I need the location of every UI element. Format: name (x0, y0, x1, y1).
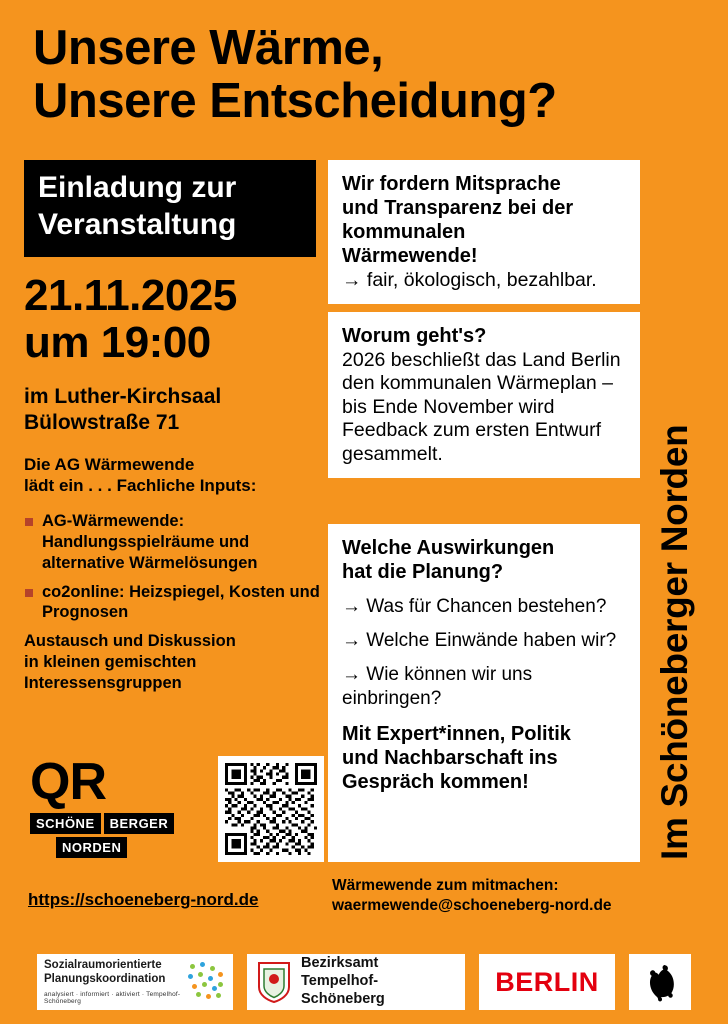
demand-box-body: → fair, ökologisch, bezahlbar. (342, 269, 597, 291)
event-date-block (24, 273, 320, 366)
program-closing-line-3: Interessensgruppen (24, 673, 182, 692)
context-box (328, 312, 640, 478)
program-closing-line-2: in kleinen gemischten (24, 652, 197, 671)
venue-line-1: im Luther-Kirchsaal (24, 385, 222, 409)
qr-area (26, 753, 326, 866)
dots-icon (186, 962, 226, 1002)
contact-label: Wärmewende zum mitmachen: (332, 877, 559, 894)
contact-block (332, 876, 652, 916)
impact-question: → Wie können wir uns einbringen? (342, 664, 533, 709)
impact-question: → Welche Einwände haben wir? (342, 630, 617, 652)
srp-logo-text (44, 959, 186, 1004)
demand-box (328, 160, 640, 304)
demand-heading-line-3: kommunalen (342, 221, 466, 243)
qr-code-icon[interactable] (218, 756, 324, 862)
qr-brand-initials: QR (30, 753, 106, 811)
berlin-logo (479, 954, 615, 1010)
impact-question: → Was für Chancen bestehen? (342, 596, 607, 617)
demand-heading-line-1: Wir fordern Mitsprache (342, 173, 561, 195)
page-title (33, 22, 693, 128)
qr-brand-tags (30, 813, 178, 834)
impact-closing-line-2: und Nachbarschaft ins (342, 746, 558, 769)
invitation-line-1: Einladung zur (38, 171, 237, 204)
srp-title-line-2: Planungskoordination (44, 973, 166, 985)
impact-box (328, 524, 640, 862)
impact-closing-line-3: Gespräch kommen! (342, 770, 529, 793)
contact-email[interactable]: waermewende@schoeneberg-nord.de (332, 897, 612, 915)
list-item: co2online: Heizspiegel, Kosten und Prognosen (24, 582, 320, 624)
footer-logos (0, 954, 728, 1010)
qr-brand-tag-1: SCHÖNE (30, 813, 101, 834)
crest-icon (257, 961, 291, 1003)
organizer-intro (24, 454, 320, 498)
headline-line-2: Unsere Entscheidung? (33, 73, 557, 128)
headline-line-1: Unsere Wärme, (33, 21, 384, 75)
impact-box-closing (342, 722, 626, 794)
qr-brand-logo (30, 753, 178, 858)
impact-heading-line-2: hat die Planung? (342, 561, 504, 583)
bezirksamt-logo (247, 954, 465, 1010)
context-box-heading: Worum geht's? (342, 325, 487, 347)
list-item: AG-Wärmewende: Handlungsspielräume und alternative Wärmelösungen (24, 511, 320, 573)
organizer-intro-line-2: lädt ein . . . Fachliche Inputs: (24, 476, 257, 496)
bear-icon (643, 960, 677, 1004)
organizer-intro-line-1: Die AG Wärmewende (24, 454, 195, 474)
impact-heading-line-1: Welche Auswirkungen (342, 537, 555, 559)
invitation-banner (24, 160, 316, 257)
event-time: um 19:00 (24, 317, 211, 367)
demand-heading-line-4: Wärmewende! (342, 245, 478, 267)
venue-line-2: Bülowstraße 71 (24, 411, 180, 435)
invitation-line-2: Veranstaltung (38, 207, 237, 241)
srp-subtitle: analysiert · informiert · aktiviert · Tempelhof-Schöneberg (44, 990, 181, 1005)
event-date: 21.11.2025 (24, 271, 237, 321)
demand-heading-line-2: und Transparenz bei der (342, 197, 574, 219)
srp-title-line-1: Sozialraumorientierte (44, 959, 162, 972)
left-column (24, 160, 320, 693)
impact-box-heading (342, 536, 626, 584)
program-list (24, 511, 320, 623)
berlin-wordmark: BERLIN (495, 966, 599, 997)
event-venue (24, 384, 320, 435)
vertical-title (654, 160, 718, 860)
bezirksamt-line-2: Tempelhof-Schöneberg (301, 973, 385, 1007)
website-link[interactable]: https://schoeneberg-nord.de (28, 890, 259, 909)
impact-closing-line-1: Mit Expert*innen, Politik (342, 722, 571, 745)
berlin-bear-logo (629, 954, 691, 1010)
demand-box-heading (342, 172, 626, 268)
srp-logo (37, 954, 233, 1010)
qr-brand-tag-3: NORDEN (56, 837, 127, 858)
bezirksamt-line-1: Bezirksamt (301, 955, 379, 972)
vertical-title-text: Im Schöneberger Norden (654, 424, 695, 860)
qr-brand-tags-2 (30, 837, 178, 858)
program-closing (24, 631, 320, 693)
qr-brand-tag-2: BERGER (104, 813, 175, 834)
program-closing-line-1: Austausch und Diskussion (24, 632, 236, 651)
context-box-body: 2026 beschließt das Land Berlin den kommunalen Wärmeplan – bis Ende November wird Feedback zum ersten Entwurf gesammelt. (342, 349, 621, 465)
bezirksamt-text (301, 955, 455, 1009)
